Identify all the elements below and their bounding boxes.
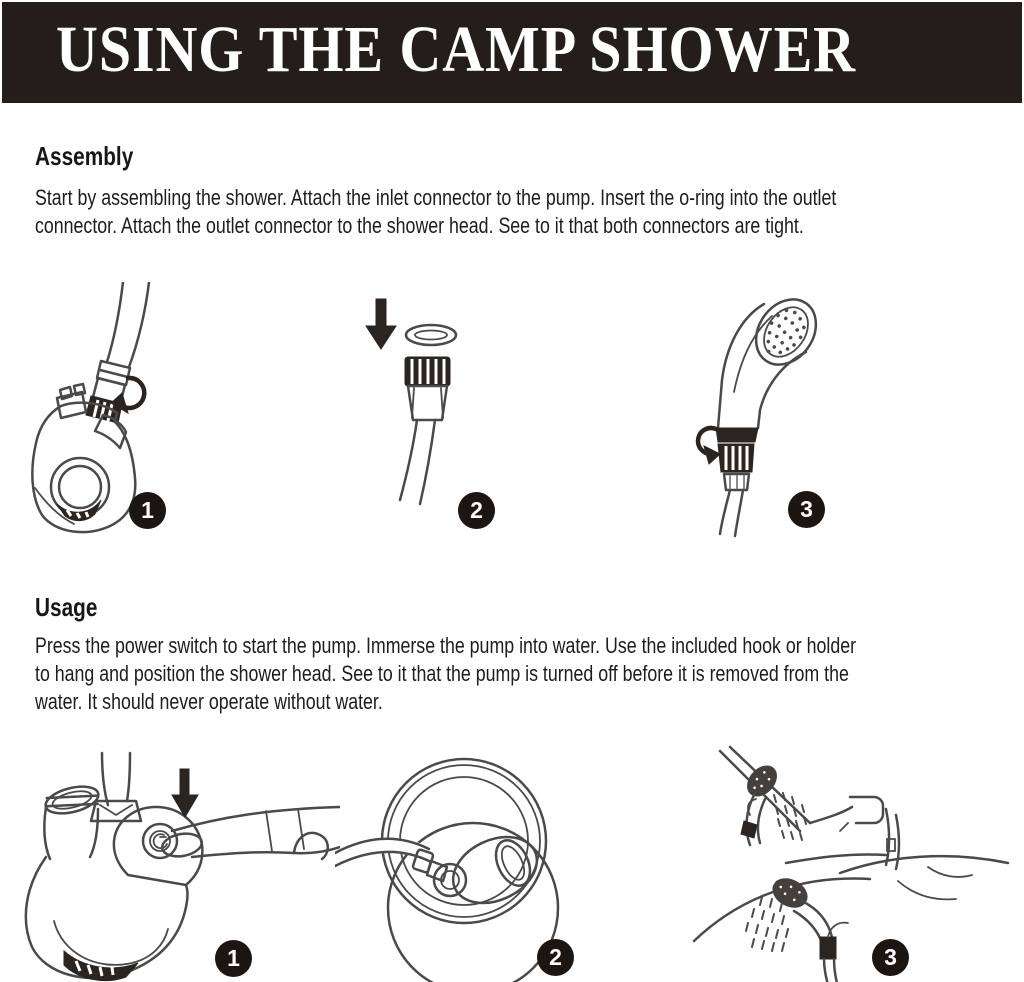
outlet-connector (405, 357, 450, 420)
usage-paragraph-line: water. It should never operate without water. (35, 689, 383, 714)
usage-paragraph (35, 632, 1024, 716)
assembly-paragraph-line: connector. Attach the outlet connector to the shower head. See to it that both connectors are tight. (35, 212, 804, 238)
o-ring (406, 325, 456, 345)
pressing-finger (160, 807, 340, 859)
assembly-step3-illustration (660, 282, 910, 538)
usage-heading: Usage (35, 592, 98, 622)
tree-branch-scene (694, 856, 1008, 982)
pump-body (26, 857, 188, 981)
hose (720, 490, 743, 536)
page-title: USING THE CAMP SHOWER (56, 12, 857, 86)
step-badge: 2 (458, 492, 495, 529)
usage-step2-illustration (335, 745, 670, 982)
water-bucket (382, 759, 558, 982)
step-badge: 3 (872, 939, 909, 976)
usage-step1-illustration (10, 745, 340, 982)
down-arrow-icon (366, 299, 396, 349)
step-badge: 1 (129, 492, 166, 529)
power-switch-dome (114, 807, 203, 885)
car-window-scene (720, 747, 899, 869)
shower-head-hanging (768, 873, 848, 982)
usage-paragraph-line: Press the power switch to start the pump. Immerse the pump into water. Use the included hook or holder (35, 633, 857, 658)
assembly-paragraph-line: Start by assembling the shower. Attach the inlet connector to the pump. Insert the o-ring into the outlet (35, 185, 837, 210)
step-badge: 1 (215, 940, 252, 977)
shower-head (718, 288, 828, 428)
assembly-paragraph (35, 184, 1024, 239)
spray-dots (774, 793, 806, 840)
step-badge: 2 (537, 939, 574, 976)
usage-step3-illustration (690, 745, 1024, 982)
header-banner (2, 2, 1022, 103)
inlet-connector (86, 361, 130, 423)
step-badge: 3 (788, 491, 825, 528)
hose (400, 420, 435, 504)
usage-paragraph-line: to hang and position the shower head. See to it that the pump is turned off before it is removed from the (35, 661, 849, 686)
assembly-heading: Assembly (35, 141, 134, 171)
hose (107, 282, 149, 367)
spray-dots (746, 897, 788, 951)
outlet-connector (716, 428, 758, 490)
assembly-step1-illustration (25, 282, 325, 540)
